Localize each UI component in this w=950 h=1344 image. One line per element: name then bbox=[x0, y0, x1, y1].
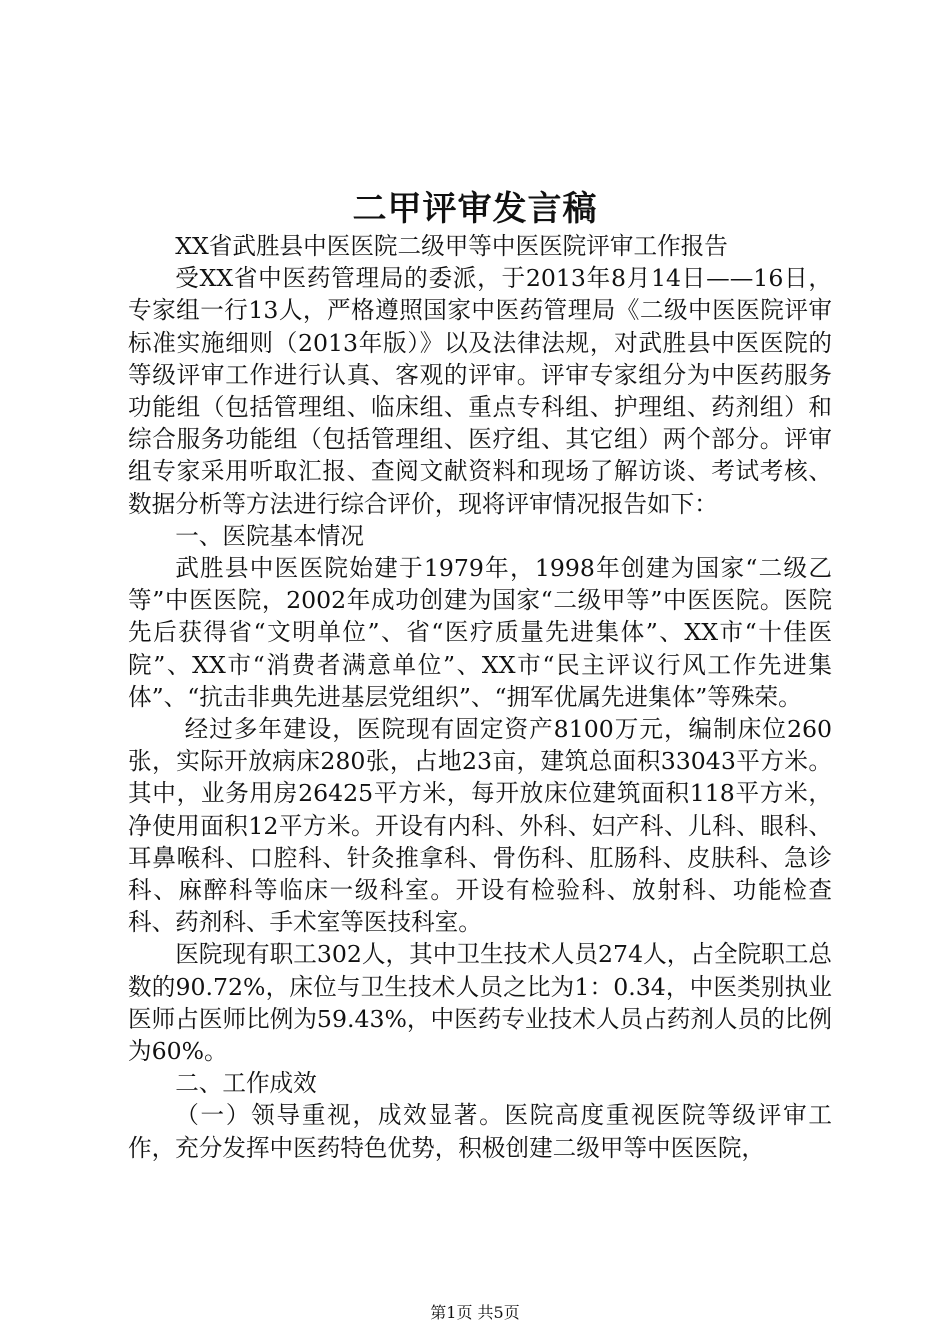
paragraph-history: 武胜县中医医院始建于1979年，1998年创建为国家“二级乙等”中医医院，2002年成功创建为国家“二级甲等”中医医院。医院先后获得省“文明单位”、省“医疗质量先进集体”、XX市“十佳医院”、XX市“消费者满意单位”、XX市“民主评议行风工作先进集体”、“抗击非典先进基层党组织”、“拥军优属先进集体”等殊荣。 bbox=[128, 554, 832, 711]
document-title: 二甲评审发言稿 bbox=[352, 189, 598, 229]
page-number-footer: 第1页 共5页 bbox=[430, 1303, 520, 1322]
section-heading-basic-info: 一、医院基本情况 bbox=[175, 521, 364, 550]
section-heading-achievements: 二、工作成效 bbox=[175, 1069, 317, 1098]
report-subtitle: XX省武胜县中医医院二级甲等中医医院评审工作报告 bbox=[175, 232, 728, 260]
paragraph-staff: 医院现有职工302人，其中卫生技术人员274人，占全院职工总数的90.72%，床位与卫生技术人员之比为1：0.34，中医类别执业医师占医师比例为59.43%，中医药专业技术人员占药剂人员的比例为60%。 bbox=[128, 940, 832, 1066]
document-body bbox=[128, 230, 832, 1164]
paragraph-facilities: 经过多年建设，医院现有固定资产8100万元，编制床位260张，实际开放病床280张，占地23亩，建筑总面积33043平方米。其中，业务用房26425平方米，每开放床位建筑面积118平方米，净使用面积12平方米。开设有内科、外科、妇产科、儿科、眼科、耳鼻喉科、口腔科、针灸推拿科、骨伤科、肛肠科、皮肤科、急诊科、麻醉科等临床一级科室。开设有检验科、放射科、功能检查科、药剂科、手术室等医技科室。 bbox=[128, 715, 832, 937]
paragraph-leadership: （一）领导重视，成效显著。医院高度重视医院等级评审工作，充分发挥中医药特色优势，积极创建二级甲等中医医院， bbox=[128, 1101, 832, 1162]
paragraph-intro: 受XX省中医药管理局的委派，于2013年8月14日——16日，专家组一行13人，严格遵照国家中医药管理局《二级中医医院评审标准实施细则（2013年版）》以及法律法规，对武胜县中医医院的等级评审工作进行认真、客观的评审。评审专家组分为中医药服务功能组（包括管理组、临床组、重点专科组、护理组、药剂组）和综合服务功能组（包括管理组、医疗组、其它组）两个部分。评审组专家采用听取汇报、查阅文献资料和现场了解访谈、考试考核、数据分析等方法进行综合评价，现将评审情况报告如下： bbox=[128, 264, 832, 518]
